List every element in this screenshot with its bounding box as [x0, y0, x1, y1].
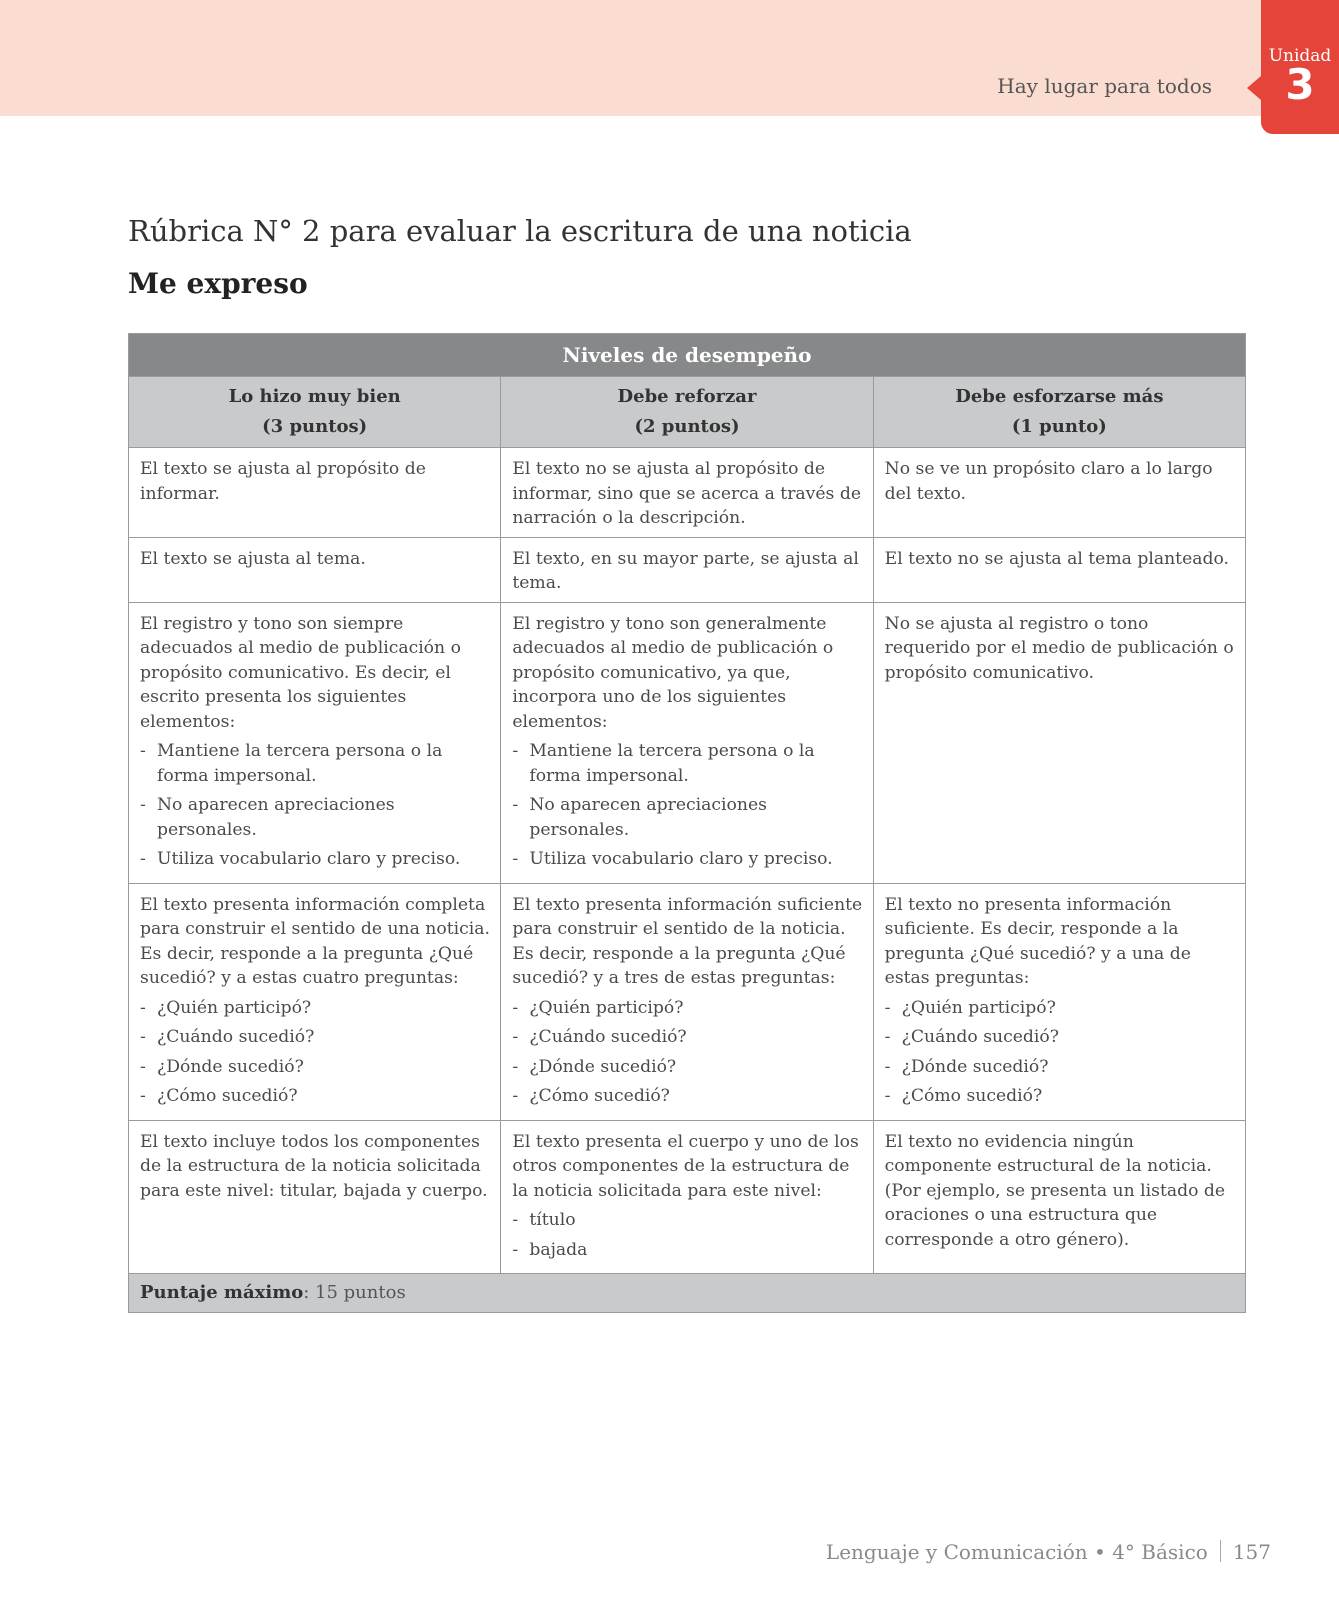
criterion-list-item: - No aparecen apreciaciones personales.: [512, 793, 862, 842]
max-score-value: : 15 puntos: [303, 1282, 406, 1303]
rubric-cell: [873, 1120, 1245, 1274]
footer-divider: [1220, 1540, 1221, 1562]
rubric-cell: [129, 1120, 501, 1274]
level-points: (3 puntos): [262, 416, 368, 437]
rubric-cell: [501, 537, 873, 602]
criterion-list-item: - ¿Dónde sucedió?: [140, 1055, 490, 1080]
rubric-cell: [501, 448, 873, 538]
rubric-cell: [873, 883, 1245, 1120]
level-name: Lo hizo muy bien: [228, 386, 401, 407]
book-title: Lenguaje y Comunicación • 4° Básico: [825, 1540, 1208, 1564]
criterion-text: El texto presenta información completa para construir el sentido de una noticia. Es decir, responde a la pregunta ¿Qué sucedió? y a estas cuatro preguntas:: [140, 894, 490, 988]
rubric-cell: [129, 537, 501, 602]
rubric-cell: [501, 1120, 873, 1274]
rubric-cell: [129, 448, 501, 538]
rubric-row: [129, 537, 1246, 602]
criterion-list-item: - Utiliza vocabulario claro y preciso.: [512, 847, 862, 872]
performance-levels-header: Niveles de desempeño: [129, 334, 1246, 377]
criterion-list-item: - ¿Dónde sucedió?: [885, 1055, 1235, 1080]
page-number: 157: [1232, 1540, 1271, 1564]
rubric-cell: [129, 602, 501, 883]
page-footer: [826, 1540, 1271, 1564]
rubric-row: [129, 883, 1246, 1120]
rubric-row: [129, 448, 1246, 538]
rubric-table: [128, 333, 1246, 1313]
criterion-list-item: - ¿Cuándo sucedió?: [140, 1025, 490, 1050]
criterion-list-item: - ¿Quién participó?: [140, 996, 490, 1021]
criterion-list-item: - ¿Cómo sucedió?: [512, 1084, 862, 1109]
criterion-list-item: - Mantiene la tercera persona o la forma impersonal.: [140, 739, 490, 788]
criterion-text: El registro y tono son generalmente adecuados al medio de publicación o propósito comunicativo, ya que, incorpora uno de los siguientes elementos:: [512, 613, 834, 732]
criterion-list-item: - ¿Cuándo sucedió?: [885, 1025, 1235, 1050]
criterion-list-item: - Mantiene la tercera persona o la forma impersonal.: [512, 739, 862, 788]
criterion-text: El texto, en su mayor parte, se ajusta al tema.: [512, 548, 859, 593]
level-name: Debe reforzar: [617, 386, 757, 407]
rubric-cell: [873, 537, 1245, 602]
rubric-cell: [873, 602, 1245, 883]
header-band: [0, 0, 1339, 116]
criterion-list-item: - Utiliza vocabulario claro y preciso.: [140, 847, 490, 872]
criterion-text: El texto se ajusta al propósito de informar.: [140, 459, 426, 504]
criterion-text: El texto no se ajusta al propósito de informar, sino que se acerca a través de narración o la descripción.: [512, 459, 861, 528]
criterion-text: No se ajusta al registro o tono requerido por el medio de publicación o propósito comunicativo.: [884, 613, 1234, 683]
criterion-list: [885, 996, 1235, 1109]
level-header-2: [501, 377, 873, 448]
criterion-list-item: - bajada: [512, 1238, 862, 1263]
criterion-list: [512, 1208, 862, 1262]
level-header-1: [129, 377, 501, 448]
criterion-list: [512, 996, 862, 1109]
criterion-list-item: - ¿Quién participó?: [885, 996, 1235, 1021]
criterion-text: El texto presenta el cuerpo y uno de los otros componentes de la estructura de la noticia solicitada para este nivel:: [512, 1131, 859, 1201]
criterion-list: [512, 739, 862, 872]
rubric-body: [129, 448, 1246, 1274]
level-name: Debe esforzarse más: [955, 386, 1164, 407]
rubric-row: [129, 602, 1246, 883]
unit-title: Hay lugar para todos: [997, 74, 1212, 98]
criterion-text: No se ve un propósito claro a lo largo del texto.: [884, 459, 1213, 504]
criterion-list-item: - ¿Cómo sucedió?: [140, 1084, 490, 1109]
level-points: (1 punto): [1011, 416, 1107, 437]
criterion-list-item: - título: [512, 1208, 862, 1233]
criterion-text: El texto no se ajusta al tema planteado.: [884, 548, 1230, 569]
level-header-3: [873, 377, 1245, 448]
rubric-cell: [873, 448, 1245, 538]
rubric-cell: [501, 883, 873, 1120]
rubric-cell: [129, 883, 501, 1120]
max-score-row: [129, 1274, 1246, 1313]
criterion-list-item: - ¿Quién participó?: [512, 996, 862, 1021]
criterion-text: El registro y tono son siempre adecuados al medio de publicación o propósito comunicativo. Es decir, el escrito presenta los siguientes elementos:: [140, 613, 461, 732]
unit-tab: [1261, 0, 1339, 134]
criterion-list-item: - ¿Cuándo sucedió?: [512, 1025, 862, 1050]
level-points: (2 puntos): [634, 416, 740, 437]
criterion-list: [140, 739, 490, 872]
criterion-list-item: - ¿Cómo sucedió?: [885, 1084, 1235, 1109]
page-subtitle: Me expreso: [128, 267, 308, 300]
max-score-label: Puntaje máximo: [140, 1282, 304, 1303]
unit-word: Unidad: [1268, 46, 1332, 66]
criterion-text: El texto incluye todos los componentes de la estructura de la noticia solicitada para este nivel: titular, bajada y cuerpo.: [140, 1131, 488, 1201]
page-title: Rúbrica N° 2 para evaluar la escritura de una noticia: [128, 214, 912, 248]
criterion-list: [140, 996, 490, 1109]
criterion-text: El texto no presenta información suficiente. Es decir, responde a la pregunta ¿Qué sucedió? y a una de estas preguntas:: [884, 894, 1191, 988]
unit-tab-arrow: [1247, 76, 1261, 100]
unit-number: 3: [1285, 60, 1315, 109]
criterion-text: El texto se ajusta al tema.: [140, 548, 366, 569]
criterion-text: El texto no evidencia ningún componente estructural de la noticia. (Por ejemplo, se presenta un listado de oraciones o una estructura que corresponde a otro género).: [884, 1131, 1226, 1250]
criterion-text: El texto presenta información suficiente para construir el sentido de la noticia. Es decir, responde a la pregunta ¿Qué sucedió? y a tres de estas preguntas:: [512, 894, 863, 988]
criterion-list-item: - No aparecen apreciaciones personales.: [140, 793, 490, 842]
rubric-row: [129, 1120, 1246, 1274]
rubric-cell: [501, 602, 873, 883]
criterion-list-item: - ¿Dónde sucedió?: [512, 1055, 862, 1080]
